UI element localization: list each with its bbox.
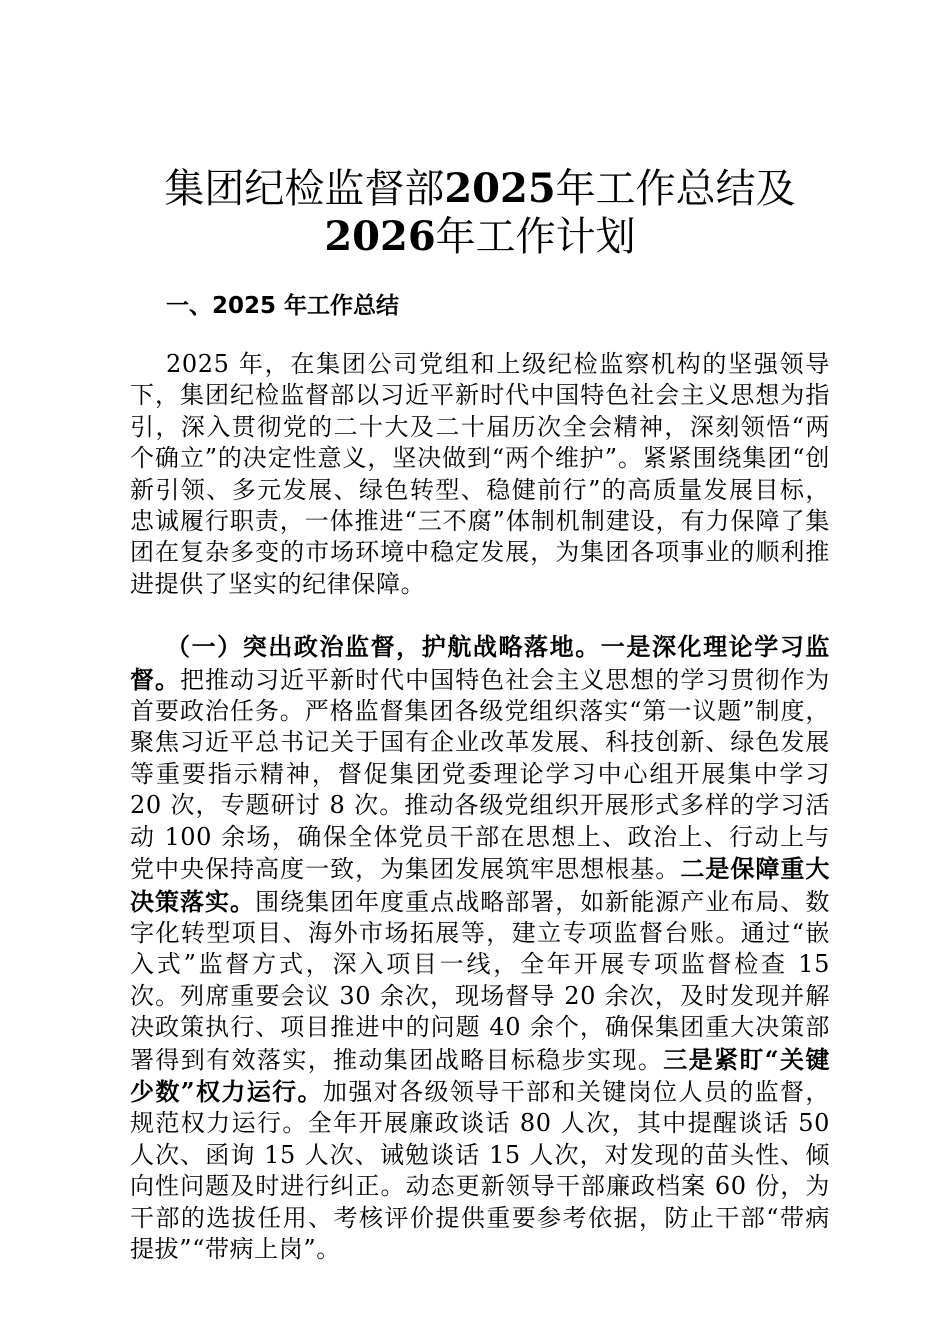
section-heading-2025-summary: 一、2025 年工作总结 — [166, 293, 400, 319]
document-title — [130, 165, 830, 261]
title-year-2025: 2025 — [444, 165, 556, 212]
point3-title: 三是紧盯“关键少数”权力运行。 — [130, 1044, 830, 1106]
subsection-political-supervision — [130, 631, 830, 1265]
point2-text: 围绕集团年度重点战略部署，如新能源产业布局、数字化转型项目、海外市场拓展等，建立专项监督台账。通过“嵌入式”监督方式，深入项目一线，全年开展专项监督检查 15 次。列席重要会议 30 余次，现场督导 20 余次，及时发现并解决政策执行、项目推进中的问题 40 余个，确保集团重大决策部署得到有效落实，推动集团战略目标稳步实现。 — [130, 887, 830, 1074]
title-prefix: 集团纪检监督部 — [164, 166, 445, 212]
point3-text: 加强对各级领导干部和关键岗位人员的监督，规范权力运行。全年开展廉政谈话 80 人次，其中提醒谈话 50 人次、函询 15 人次、诫勉谈话 15 人次，对发现的苗头性、倾向性问题及时进行纠正。动态更新领导干部廉政档案 60 份，为干部的选拔任用、考核评价提供重要参考依据，防止干部“带病提拔”“带病上岗”。 — [130, 1077, 831, 1263]
point1-text: 把推动习近平新时代中国特色社会主义思想的学习贯彻作为首要政治任务。严格监督集团各级党组织落实“第一议题”制度，聚焦习近平总书记关于国有企业改革发展、科技创新、绿色发展等重要指示精神，督促集团党委理论学习中心组开展集中学习 20 次，专题研讨 8 次。推动各级党组织开展形式多样的学习活动 100 余场，确保全体党员干部在思想上、政治上、行动上与党中央保持高度一致，为集团发展筑牢思想根基。 — [130, 665, 830, 884]
title-year-2026: 2026 — [324, 213, 436, 260]
title-mid: 年工作总结及 — [555, 166, 796, 212]
intro-paragraph: 2025 年，在集团公司党组和上级纪检监察机构的坚强领导下，集团纪检监督部以习近平新时代中国特色社会主义思想为指引，深入贯彻党的二十大及二十届历次全会精神，深刻领悟“两个确立”的决定性意义，坚决做到“两个维护”。紧紧围绕集团“创新引领、多元发展、绿色转型、稳健前行”的高质量发展目标，忠诚履行职责，一体推进“三不腐”体制机制建设，有力保障了集团在复杂多变的市场环境中稳定发展，为集团各项事业的顺利推进提供了坚实的纪律保障。 — [130, 350, 830, 598]
title-suffix: 年工作计划 — [435, 214, 636, 260]
point2-title: 二是保障重大决策落实。 — [130, 854, 830, 916]
point1-title: 一是深化理论学习监督。 — [130, 632, 831, 694]
subsection-heading: （一）突出政治监督，护航战略落地。 — [166, 632, 601, 662]
